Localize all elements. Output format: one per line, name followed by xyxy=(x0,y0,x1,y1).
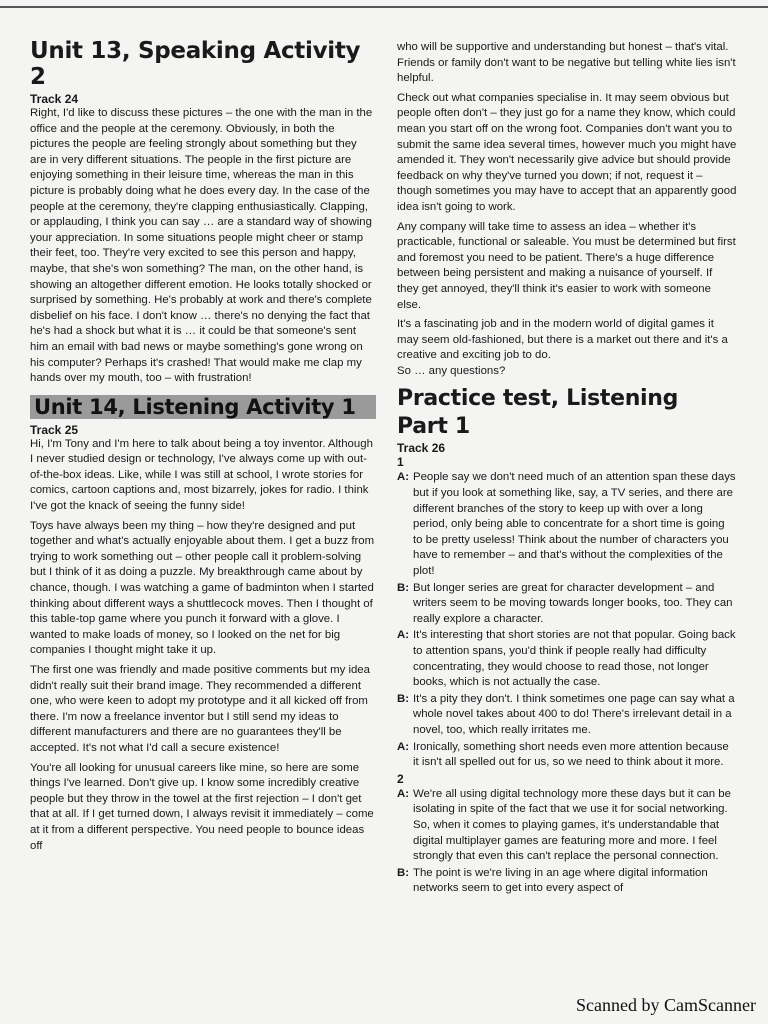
practice-test-part: Part 1 xyxy=(397,414,470,440)
unit13-heading: Unit 13, Speaking Activity 2 xyxy=(30,38,361,90)
continued-paragraph: who will be supportive and understanding but honest – that's vital. Friends or family don't want to be negative but telling white lies isn't helpful. xyxy=(397,41,736,85)
dialogue-line xyxy=(397,787,737,865)
unit14-paragraph: You're all looking for unusual careers like mine, so here are some things I've learned. Don't give up. I know some incredibly creative people but they throw in the towel at the first rejection – I don't get that at all. If I get turned down, I always revisit it immediately – come at it from a different perspective. You need people to bounce ideas off xyxy=(30,761,374,852)
dialogue-text: It's interesting that short stories are not that popular. Going back to attention spans, you'd think if people really had difficulty concentrating, they would choose to read those, not longer books, which is not actually the case. xyxy=(413,629,736,689)
speaker-label: B: xyxy=(397,692,410,705)
dialogue-text: But longer series are great for character development – and writers seem to be moving towards longer books, too. They can really explore a character. xyxy=(413,581,733,625)
question-number: 1 xyxy=(397,455,404,470)
dialogue-line xyxy=(397,628,737,690)
scanner-watermark: Scanned by CamScanner xyxy=(576,995,756,1015)
dialogue-text: It's a pity they don't. I think sometimes one page can say what a whole novel takes about 400 to do! There's irrelevant detail in a novel, too, which really irritates me. xyxy=(413,692,735,736)
speaker-label: A: xyxy=(397,740,410,753)
track-26-label: Track 26 xyxy=(397,441,446,456)
continued-paragraph: It's a fascinating job and in the modern world of digital games it may seem old-fashioned, but there is a market out there and it's a creative and exciting job to do. xyxy=(397,318,728,362)
practice-test-heading xyxy=(397,385,737,441)
unit14-paragraph: The first one was friendly and made positive comments but my idea didn't really suit their brand image. They recommended a different one, who were keen to adopt my prototype and it all kicked off from there. I'm now a freelance inventor but I still send my ideas to different manufacturers and there are no guarantees they'll be accepted. It's not what I'd call a secure existence! xyxy=(30,664,370,754)
dialogue-line xyxy=(397,740,737,771)
dialogue-text: We're all using digital technology more these days but it can be isolating in spite of the fact that we use it for social networking. So, when it comes to playing games, it's understandable that digital multiplayer games are featuring more and more. I feel strongly that even this can't replace the personal connection. xyxy=(413,787,731,863)
speaker-label: A: xyxy=(397,471,410,484)
dialogue-text: Ironically, something short needs even more attention because it isn't all spelled out for us, so we need to think about it more. xyxy=(413,740,729,769)
speaker-label: A: xyxy=(397,787,410,800)
track-25-label: Track 25 xyxy=(30,422,79,437)
dialogue-line xyxy=(397,581,737,628)
dialogue-text: The point is we're living in an age where digital information networks seem to get into every aspect of xyxy=(413,866,708,895)
continued-paragraph: So … any questions? xyxy=(397,364,506,377)
unit14-heading: Unit 14, Listening Activity 1 xyxy=(30,395,376,419)
continued-paragraph: Check out what companies specialise in. It may seem obvious but people often don't – they just go for a name they know, which could mean you start off on the wrong foot. Companies don't want you to submit the same idea several times, however much you might have amended it. They won't necessarily give advice but should provide feedback on why they've turned you down; if not, request it – though sometimes you may have to accept that an apparently good idea isn't going to work. xyxy=(397,91,737,213)
unit14-paragraph: Toys have always been my thing – how they're designed and put together and what's actually enjoyable about them. I get a buzz from trying to work something out – other people call it problem-solving but I think of it as doing a puzzle. My breakthrough came about by chance, though. I was watching a game of badminton when I started thinking about different ways a shuttlecock moves. Then I thought of this table-top game where you punch it forward with a glove. I wanted to make loads of money, so I looked on the net for big companies I thought might take it up. xyxy=(30,519,375,657)
question-number: 2 xyxy=(397,771,404,786)
dialogue-text: People say we don't need much of an attention span these days but if you look at something like, say, a TV series, and there are different branches of the story to keep up with over a long period, only being able to concentrate for a short time is going to be pretty useless! Think about the number of characters you have to remember – and that's without the complexities of the plot! xyxy=(413,471,736,578)
dialogue-line xyxy=(397,692,737,739)
speaker-label: B: xyxy=(397,866,410,879)
dialogue-line xyxy=(397,470,737,579)
speaker-label: A: xyxy=(397,629,410,642)
dialogue-line xyxy=(397,866,737,897)
unit13-paragraph: Right, I'd like to discuss these pictures – the one with the man in the office and the people at the ceremony. Obviously, in both the pictures the people are feeling strongly about something but they are in very different situations. The people in the first picture are enjoying something in their leisure time, whereas the man in this picture is probably doing what he does every day. In the case of the people at the ceremony, they're clapping enthusiastically. Clapping, or applauding, I think you can say … are a standard way of showing your appreciation. In some situations people might cheer or stamp their feet, too. They're very excited to see this person and happy, maybe, that she's won something? The man, on the other hand, is showing an altogether different emotion. He looks totally shocked or surprised by something. He's probably at work and there's complete disbelief on his face. I don't know … there's no denying the fact that he's had a shock but what it is … it could be that someone's sent him an email with bad news or maybe something's gone wrong on his computer? Perhaps it's crashed! That would make me clap my hands over my mouth, too – with frustration! xyxy=(30,107,373,385)
speaker-label: B: xyxy=(397,581,410,594)
unit14-paragraph: Hi, I'm Tony and I'm here to talk about being a toy inventor. Although I never studied design or technology, I've always come up with out-of-the-box ideas. Like, while I was still at school, I wrote stories for comics, cartoon captions and, most bizarrely, jokes for radio. I think I've got the knack of seeing the funny side! xyxy=(30,437,373,513)
left-column xyxy=(30,22,376,858)
continued-paragraph: Any company will take time to assess an idea – whether it's practicable, functional or saleable. You must be determined but first and foremost you need to be patient. There's a huge difference between being persistent and making a nuisance of yourself. If they get annoyed, they'll think it's easier to work with someone else. xyxy=(397,220,736,311)
track-24-label: Track 24 xyxy=(30,92,79,106)
practice-test-title: Practice test, Listening xyxy=(397,386,679,412)
top-rule xyxy=(0,6,768,8)
right-column xyxy=(397,40,737,898)
